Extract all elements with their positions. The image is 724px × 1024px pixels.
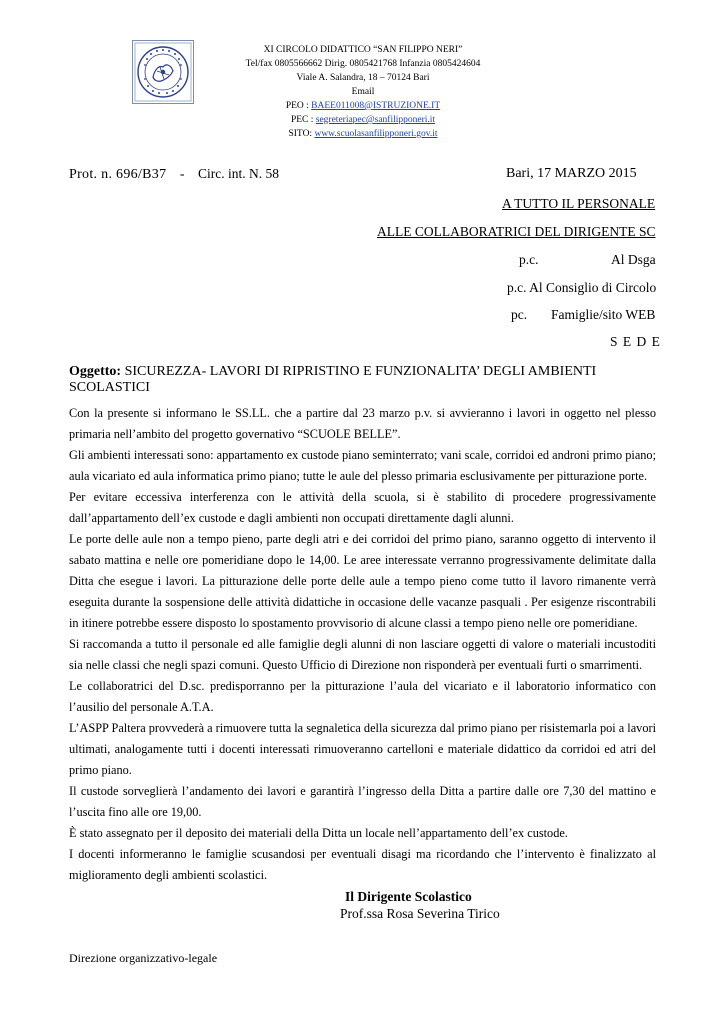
body-paragraph: Con la presente si informano le SS.LL. che a partire dal 23 marzo p.v. si avvieranno i lavori in oggetto nel plesso primaria nell’ambito del progetto governativo “SCUOLE BELLE”.	[69, 406, 656, 441]
recipient-pc-prefix: p.c.	[519, 252, 539, 267]
recipient-dsga: Al Dsga	[611, 252, 656, 267]
recipient-families: Famiglie/sito WEB	[551, 307, 656, 322]
school-address: Viale A. Salandra, 18 – 70124 Bari	[296, 73, 430, 83]
protocol-row	[69, 166, 279, 183]
sito-link[interactable]: www.scuolasanfilipponeri.gov.it	[314, 129, 438, 139]
letterhead	[218, 43, 508, 141]
body-paragraph: Si raccomanda a tutto il personale ed alle famiglie degli alunni di non lasciare oggetti di valore o materiali incustoditi sia nelle classi che negli spazi comuni. Questo Ufficio di Direzione non risponderà per eventuali furti o smarrimenti.	[69, 637, 656, 672]
peo-link[interactable]: BAEE011008@ISTRUZIONE.IT	[311, 101, 441, 111]
email-label: Email	[351, 87, 375, 97]
subject-text: SICUREZZA- LAVORI DI RIPRISTINO E FUNZIONALITA’ DEGLI AMBIENTI SCOLASTICI	[69, 364, 597, 395]
protocol-dash: -	[179, 167, 185, 182]
pec-line	[218, 113, 508, 127]
protocol-number: Prot. n. 696/B37	[69, 167, 167, 182]
recipient-pc2-prefix: pc.	[511, 307, 528, 322]
school-logo	[132, 40, 194, 104]
body-paragraph: È stato assegnato per il deposito dei materiali della Ditta un locale nell’appartamento dell’ex custode.	[69, 826, 568, 840]
recipient-sede: S E D E	[610, 334, 661, 349]
body-paragraph: Le porte delle aule non a tempo pieno, parte degli atri e dei corridoi del primo piano, saranno oggetto di intervento il sabato mattina e nelle ore pomeridiane dopo le 14,00. Le aree interessate verranno progressivamente delimitate dalla Ditta che esegue i lavori. La pitturazione delle porte delle aule a tempo pieno come tutto il lavoro rimanente verrà eseguita durante la sospensione delle attività didattiche in occasione delle vacanze pasquali . Per esigenze riscontrabili in itinere potrebbe essere disposto lo spostamento provvisorio di alcune classi a tempo pieno nelle ore pomeridiane.	[69, 532, 656, 630]
body-paragraph: Il custode sorveglierà l’andamento dei lavori e garantirà l’ingresso della Ditta a partire dalle ore 7,30 del mattino e l’uscita fino alle ore 19,00.	[69, 784, 656, 819]
sito-line	[218, 127, 508, 141]
signature-name: Prof.ssa Rosa Severina Tirico	[340, 906, 500, 921]
letter-body	[69, 403, 656, 886]
subject-line	[69, 364, 659, 396]
peo-label: PEO :	[285, 101, 312, 111]
recipient-collaborators: ALLE COLLABORATRICI DEL DIRIGENTE SC	[377, 224, 656, 239]
signature-title: Il Dirigente Scolastico	[345, 889, 472, 904]
pec-link[interactable]: segreteriapec@sanfilipponeri.it	[315, 115, 436, 125]
recipient-staff: A TUTTO IL PERSONALE	[502, 196, 656, 211]
circular-number: Circ. int. N. 58	[198, 166, 280, 181]
school-seal-icon	[133, 41, 193, 103]
footer-office: Direzione organizzativo-legale	[69, 951, 218, 965]
document-date: Bari, 17 MARZO 2015	[506, 166, 637, 181]
body-paragraph: Gli ambienti interessati sono: appartamento ex custode piano seminterrato; vani scale, corridoi ed androni primo piano; aula vicariato ed aula informatica primo piano; tutte le aule del plesso primaria esclusivamente per pitturazione porte.	[69, 448, 656, 483]
body-paragraph: Le collaboratrici del D.sc. predisporranno per la pitturazione l’aula del vicariato e il laboratorio informatico con l’ausilio del personale A.T.A.	[69, 679, 656, 714]
sito-label: SITO:	[288, 129, 315, 139]
pec-label: PEC :	[290, 115, 316, 125]
recipient-council: p.c. Al Consiglio di Circolo	[507, 280, 657, 295]
peo-line	[218, 99, 508, 113]
body-paragraph: I docenti informeranno le famiglie scusandosi per eventuali disagi ma ricordando che l’intervento è finalizzato al miglioramento degli ambienti scolastici.	[69, 847, 656, 882]
subject-label: Oggetto:	[69, 364, 122, 379]
body-paragraph: L’ASPP Paltera provvederà a rimuovere tutta la segnaletica della sicurezza dal primo piano per risistemarla poi a lavori ultimati, analogamente tutti i docenti interessati rimuoveranno cartelloni e materiale didattico da corridoi ed atri del primo piano.	[69, 721, 656, 777]
body-paragraph: Per evitare eccessiva interferenza con le attività della scuola, si è stabilito di procedere progressivamente dall’appartamento dell’ex custode e dagli ambienti non occupati direttamente dagli alunni.	[69, 490, 656, 525]
school-name: XI CIRCOLO DIDATTICO “SAN FILIPPO NERI”	[263, 45, 463, 55]
school-phones: Tel/fax 0805566662 Dirig. 0805421768 Infanzia 0805424604	[245, 59, 481, 69]
